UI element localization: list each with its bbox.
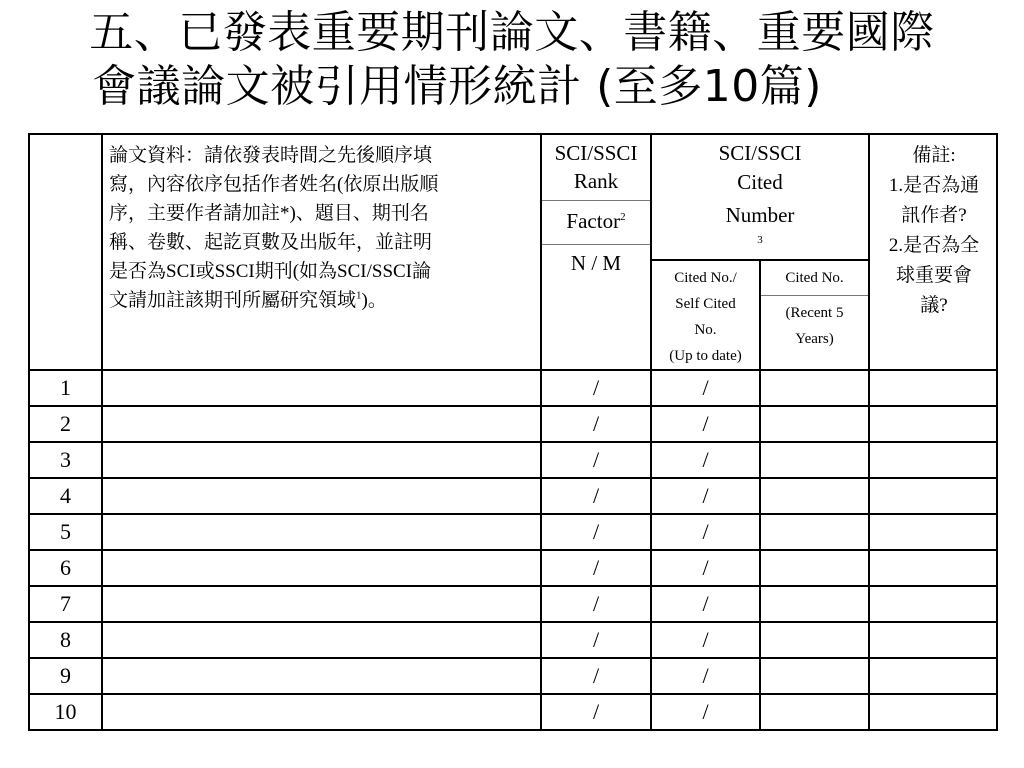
cited-sub-line: Self Cited — [675, 296, 736, 312]
cited-up-to-date-cell: / — [651, 478, 760, 514]
cited-up-to-date-cell: / — [651, 658, 760, 694]
page-title — [10, 6, 1014, 114]
cited-recent-cell[interactable] — [760, 514, 869, 550]
header-rank-factor-cell — [541, 134, 651, 370]
cited-recent-cell[interactable] — [760, 370, 869, 406]
cited-recent-cell[interactable] — [760, 694, 869, 730]
cited-recent-cell[interactable] — [760, 406, 869, 442]
notes-cell[interactable] — [869, 406, 997, 442]
table-row — [29, 586, 997, 622]
rank-factor-cell: / — [541, 550, 651, 586]
notes-line: 備註: — [912, 145, 956, 166]
table-row — [29, 694, 997, 730]
paper-info-cell[interactable] — [102, 550, 541, 586]
cited-up-to-date-cell: / — [651, 370, 760, 406]
header-index-cell — [29, 134, 102, 370]
header-cited-recent-cell — [760, 260, 869, 370]
cited-up-to-date-cell: / — [651, 550, 760, 586]
cited-recent-cell[interactable] — [760, 442, 869, 478]
header-description-cell — [102, 134, 541, 370]
paper-info-cell[interactable] — [102, 370, 541, 406]
cited-sub-line: Years) — [795, 331, 834, 347]
table-row — [29, 550, 997, 586]
description-line: )。 — [361, 290, 387, 311]
row-number: 3 — [29, 442, 102, 478]
rank-factor-cell: / — [541, 658, 651, 694]
cited-recent-cell[interactable] — [760, 550, 869, 586]
row-number: 1 — [29, 370, 102, 406]
description-line: 文請加註該期刊所屬研究領域 — [109, 290, 357, 311]
description-line: 序，主要作者請加註*)、題目、期刊名 — [109, 203, 429, 224]
rank-factor-cell: / — [541, 622, 651, 658]
table-row — [29, 514, 997, 550]
cited-up-to-date-cell: / — [651, 622, 760, 658]
notes-line: 議? — [920, 295, 948, 316]
notes-line: 球重要會 — [895, 265, 972, 286]
notes-cell[interactable] — [869, 586, 997, 622]
table-row — [29, 370, 997, 406]
notes-cell[interactable] — [869, 550, 997, 586]
row-number: 10 — [29, 694, 102, 730]
footnote-marker: 1 — [356, 289, 362, 302]
notes-line: 1.是否為通 — [888, 175, 980, 196]
rank-factor-cell: / — [541, 586, 651, 622]
description-line: 寫，內容依序包括作者姓名(依原出版順 — [109, 174, 439, 195]
cited-sub-line: Cited No./ — [674, 270, 737, 286]
table-row — [29, 658, 997, 694]
header-cited-number-cell — [651, 134, 869, 260]
cited-recent-label: Cited No. — [761, 261, 868, 296]
cited-recent-cell[interactable] — [760, 658, 869, 694]
notes-line: 2.是否為全 — [888, 235, 980, 256]
notes-cell[interactable] — [869, 622, 997, 658]
title-line-2: 會議論文被引用情形統計 (至多10篇) — [92, 61, 822, 112]
paper-info-cell[interactable] — [102, 622, 541, 658]
citation-statistics-table — [28, 133, 998, 731]
paper-info-cell[interactable] — [102, 406, 541, 442]
row-number: 2 — [29, 406, 102, 442]
number-label: Number — [725, 203, 795, 227]
rank-factor-cell: / — [541, 442, 651, 478]
cited-up-to-date-cell: / — [651, 694, 760, 730]
cited-label-1: SCI/SSCI — [718, 141, 802, 165]
rank-factor-cell: / — [541, 406, 651, 442]
paper-info-cell[interactable] — [102, 514, 541, 550]
notes-cell[interactable] — [869, 514, 997, 550]
table-row — [29, 406, 997, 442]
cited-recent-cell[interactable] — [760, 622, 869, 658]
rank-factor-cell: / — [541, 370, 651, 406]
rank-factor-cell: / — [541, 694, 651, 730]
paper-info-cell[interactable] — [102, 586, 541, 622]
cited-label-2: Cited — [737, 170, 783, 194]
cited-up-to-date-cell: / — [651, 406, 760, 442]
header-notes-cell — [869, 134, 997, 370]
notes-cell[interactable] — [869, 370, 997, 406]
description-line: 論文資料：請依發表時間之先後順序填 — [109, 145, 433, 166]
notes-cell[interactable] — [869, 442, 997, 478]
notes-cell[interactable] — [869, 658, 997, 694]
row-number: 6 — [29, 550, 102, 586]
rank-factor-cell: / — [541, 514, 651, 550]
rank-factor-cell: / — [541, 478, 651, 514]
row-number: 9 — [29, 658, 102, 694]
notes-cell[interactable] — [869, 694, 997, 730]
row-number: 8 — [29, 622, 102, 658]
footnote-marker: 3 — [757, 234, 763, 246]
rank-label-2: Rank — [573, 169, 619, 193]
cited-up-to-date-cell: / — [651, 442, 760, 478]
cited-up-to-date-cell: / — [651, 586, 760, 622]
cited-recent-cell[interactable] — [760, 478, 869, 514]
footnote-marker: 2 — [620, 211, 626, 223]
description-line: 稱、卷數、起訖頁數及出版年，並註明 — [109, 232, 433, 253]
row-number: 4 — [29, 478, 102, 514]
cited-sub-line: (Up to date) — [669, 348, 742, 364]
row-number: 5 — [29, 514, 102, 550]
table-row — [29, 442, 997, 478]
nm-label: N / M — [570, 251, 622, 275]
factor-label: Factor — [566, 209, 621, 233]
cited-up-to-date-cell: / — [651, 514, 760, 550]
paper-info-cell[interactable] — [102, 658, 541, 694]
paper-info-cell[interactable] — [102, 442, 541, 478]
cited-recent-cell[interactable] — [760, 586, 869, 622]
cited-sub-line: No. — [694, 322, 717, 338]
rank-label-1: SCI/SSCI — [554, 141, 638, 165]
row-number: 7 — [29, 586, 102, 622]
title-line-1: 五、已發表重要期刊論文、書籍、重要國際 — [89, 7, 935, 58]
notes-cell[interactable] — [869, 478, 997, 514]
table-row — [29, 622, 997, 658]
header-cited-up-to-date-cell — [651, 260, 760, 370]
cited-sub-line: (Recent 5 — [785, 305, 844, 321]
notes-line: 訊作者? — [901, 205, 967, 226]
description-line: 是否為SCI或SSCI期刊(如為SCI/SSCI論 — [109, 261, 432, 282]
paper-info-cell[interactable] — [102, 694, 541, 730]
table-row — [29, 478, 997, 514]
paper-info-cell[interactable] — [102, 478, 541, 514]
